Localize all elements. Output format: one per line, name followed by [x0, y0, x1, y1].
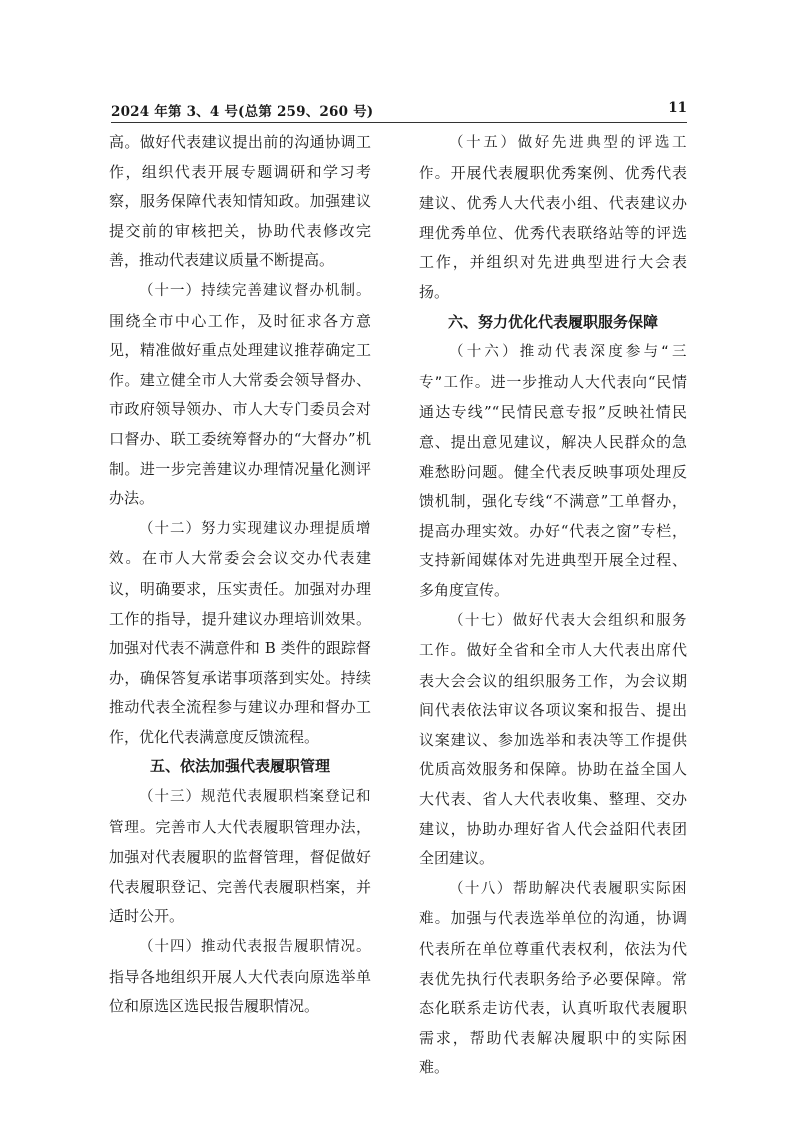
paragraph-15 [419, 128, 687, 308]
subsection-title-15: （十五）做好先进典型的评选工作。 [419, 135, 687, 182]
paragraph-12 [109, 514, 371, 753]
paragraph-17 [419, 606, 687, 874]
paragraph-13 [109, 782, 371, 932]
subsection-title-14: （十四）推动代表报告履职情况。 [139, 939, 371, 956]
page-number: 11 [668, 100, 687, 116]
section-title-5: 五、依法加强代表履职管理 [149, 757, 330, 776]
paragraph-body: 做好全省和全市人大代表出席代表大会会议的组织服务工作，为会议期间代表依法审议各项议案和报告、提出议案建议、参加选举和表决等工作提供优质高效服务和保障。协助在益全国人大代表、省人大代表收集、整理、交办建议，协助办理好省人代会益阳代表团全团建议。 [419, 641, 687, 868]
paragraph-body: 开展代表履职优秀案例、优秀代表建议、优秀人大代表小组、代表建议办理优秀单位、优秀代表联络站等的评选工作，并组织对先进典型进行大会表扬。 [419, 163, 687, 301]
paragraph-11 [109, 276, 371, 514]
issue-info: 2024 年第 3、4 号(总第 259、260 号) [111, 104, 374, 120]
paragraph-body: 进一步推动人大代表向“民情通达专线”“民情民意专报”反映社情民意、提出意见建议，解决人民群众的急难愁盼问题。健全代表反映事项处理反馈机制，强化专线“不满意”工单督办，提高办理实效。办好“代表之窗”专栏，支持新闻媒体对先进典型开展全过程、多角度宣传。 [419, 372, 688, 599]
paragraph-body: 围绕全市中心工作，及时征求各方意见，精准做好重点处理建议推荐确定工作。建立健全市人大常委会领导督办、市政府领导领办、市人大专门委员会对口督办、联工委统筹督办的“大督办”机制。进一步完善建议办理情况量化测评办法。 [109, 311, 371, 508]
paragraph-body: 完善市人大代表履职管理办法，加强对代表履职的监督管理，督促做好代表履职登记、完善代表履职档案，并适时公开。 [109, 817, 371, 926]
header-rule [111, 122, 687, 123]
left-column [109, 128, 371, 1022]
paragraph-continued [109, 128, 371, 276]
subsection-title-12: （十二）努力实现建议办理提质增效。 [109, 520, 371, 568]
paragraph-body: 加强与代表选举单位的沟通，协调代表所在单位尊重代表权利，依法为代表优先执行代表职务给予必要保障。常态化联系走访代表，认真听取代表履职需求，帮助代表解决履职中的实际困难。 [419, 909, 687, 1077]
paragraph-body: 高。做好代表建议提出前的沟通协调工作，组织代表开展专题调研和学习考察，服务保障代表知情知政。加强建议提交前的审核把关，协助代表修改完善，推动代表建议质量不断提高。 [109, 133, 371, 270]
subsection-title-17: （十七）做好代表大会组织和服务工作。 [419, 612, 687, 660]
paragraph-body: 指导各地组织开展人大代表向原选举单位和原选区选民报告履职情况。 [109, 967, 371, 1016]
subsection-title-13: （十三）规范代表履职档案登记和管理。 [109, 789, 371, 836]
page-header [111, 100, 687, 120]
subsection-title-16: （十六）推动代表深度参与“三专”工作。 [419, 344, 687, 391]
subsection-title-18: （十八）帮助解决代表履职实际困难。 [419, 880, 687, 928]
subsection-title-11: （十一）持续完善建议督办机制。 [139, 282, 371, 299]
paragraph-18 [419, 874, 687, 1083]
section-title-6: 六、努力优化代表履职服务保障 [447, 312, 658, 331]
paragraph-14 [109, 932, 371, 1022]
paragraph-16 [419, 337, 687, 605]
paragraph-body: 在市人大常委会会议交办代表建议，明确要求，压实责任。加强对办理工作的指导，提升建议办理培训效果。加强对代表不满意件和 B 类件的跟踪督办，确保答复承诺事项落到实处。持续推动代表全流程参与建议办理和督办工作，优化代表满意度反馈流程。 [109, 549, 371, 746]
right-column [419, 128, 687, 1083]
